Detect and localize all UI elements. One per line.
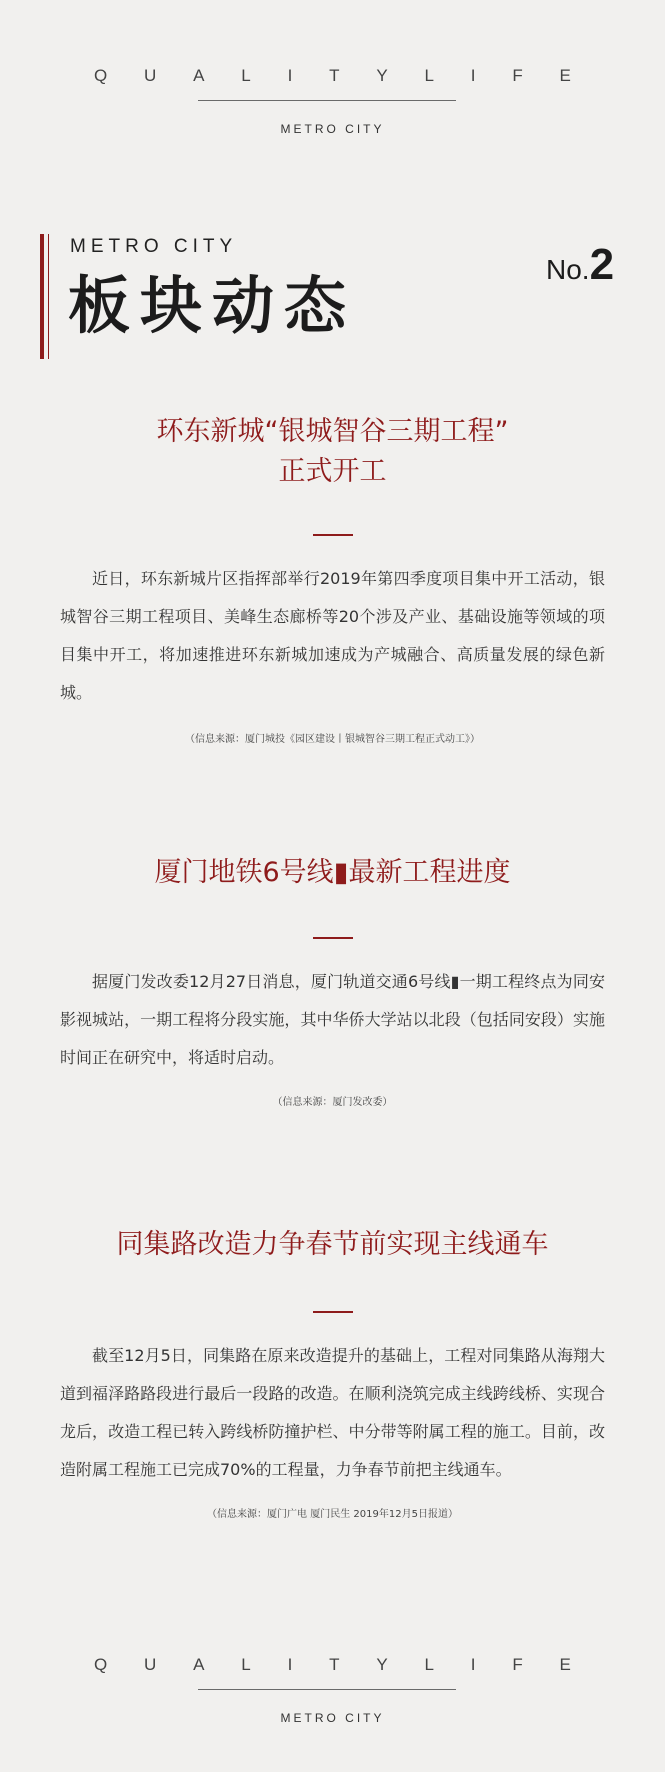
news-body: 截至12月5日，同集路在原来改造提升的基础上，工程对同集路从海翔大道到福泽路路段进行最后一段路的改造。在顺利浇筑完成主线跨线桥、实现合龙后，改造工程已转入跨线桥防撞护栏、中分带等附属工程的施工。目前，改造附属工程施工已完成70%的工程量，力争春节前把主线通车。 <box>60 1346 605 1479</box>
section-number-value: 2 <box>589 240 615 289</box>
news-title <box>0 853 665 893</box>
marker-bar-thick <box>40 234 44 359</box>
tagline-letter: Q <box>94 1655 108 1674</box>
news-item-3 <box>0 1225 665 1520</box>
header-tagline <box>0 66 665 86</box>
tagline-letter: A <box>193 1655 205 1674</box>
news-title <box>0 412 665 492</box>
tagline-letter: F <box>512 66 523 85</box>
tagline-letter: U <box>144 1655 157 1674</box>
news-source: （信息来源：厦门发改委） <box>272 1097 393 1108</box>
tagline-letter: A <box>193 66 205 85</box>
tagline-letter: L <box>241 66 251 85</box>
news-title <box>0 1225 665 1265</box>
tagline-letter: I <box>470 1655 476 1674</box>
news-title-dash <box>313 937 353 939</box>
news-title-line: 厦门地铁6号线▮最新工程进度 <box>154 857 511 888</box>
tagline-letter: F <box>512 1655 523 1674</box>
news-source: （信息来源：厦门城投《园区建设丨银城智谷三期工程正式动工》） <box>185 734 480 745</box>
tagline-letter: L <box>424 1655 434 1674</box>
news-body: 近日，环东新城片区指挥部举行2019年第四季度项目集中开工活动，银城智谷三期工程项目、美峰生态廊桥等20个涉及产业、基础设施等领域的项目集中开工，将加速推进环东新城加速成为产城融合、高质量发展的绿色新城。 <box>60 569 605 702</box>
section-zh-title: 板块动态 <box>68 269 357 342</box>
news-item-1 <box>0 412 665 745</box>
footer-tagline <box>0 1655 665 1675</box>
tagline-letter: T <box>329 66 340 85</box>
tagline-letter: I <box>287 66 293 85</box>
tagline-letter: L <box>424 66 434 85</box>
tagline-letter: U <box>144 66 157 85</box>
news-body: 据厦门发改委12月27日消息，厦门轨道交通6号线▮一期工程终点为同安影视城站，一期工程将分段实施，其中华侨大学站以北段（包括同安段）实施时间正在研究中，将适时启动。 <box>60 972 605 1067</box>
marker-bar-thin <box>48 234 49 359</box>
footer-divider <box>198 1689 456 1690</box>
header-subtitle: METRO CITY <box>280 122 385 136</box>
section-number <box>546 240 614 290</box>
header-divider <box>198 100 456 101</box>
tagline-letter: I <box>470 66 476 85</box>
tagline-letter: I <box>287 1655 293 1674</box>
tagline-letter: L <box>241 1655 251 1674</box>
news-title-line: 正式开工 <box>278 456 387 487</box>
section-en-title: METRO CITY <box>70 236 238 257</box>
news-title-dash <box>313 534 353 536</box>
section-number-label: No. <box>546 254 590 285</box>
news-item-2 <box>0 853 665 1108</box>
tagline-letter: E <box>559 66 571 85</box>
news-title-line: 环东新城“银城智谷三期工程” <box>156 416 509 447</box>
tagline-letter: Y <box>376 1655 388 1674</box>
footer-subtitle: METRO CITY <box>280 1711 385 1725</box>
news-title-dash <box>313 1311 353 1313</box>
tagline-letter: T <box>329 1655 340 1674</box>
tagline-letter: Q <box>94 66 108 85</box>
tagline-letter: Y <box>376 66 388 85</box>
tagline-letter: E <box>559 1655 571 1674</box>
news-source: （信息来源：厦门广电 厦门民生 2019年12月5日报道） <box>207 1509 458 1520</box>
news-title-line: 同集路改造力争春节前实现主线通车 <box>116 1229 549 1260</box>
